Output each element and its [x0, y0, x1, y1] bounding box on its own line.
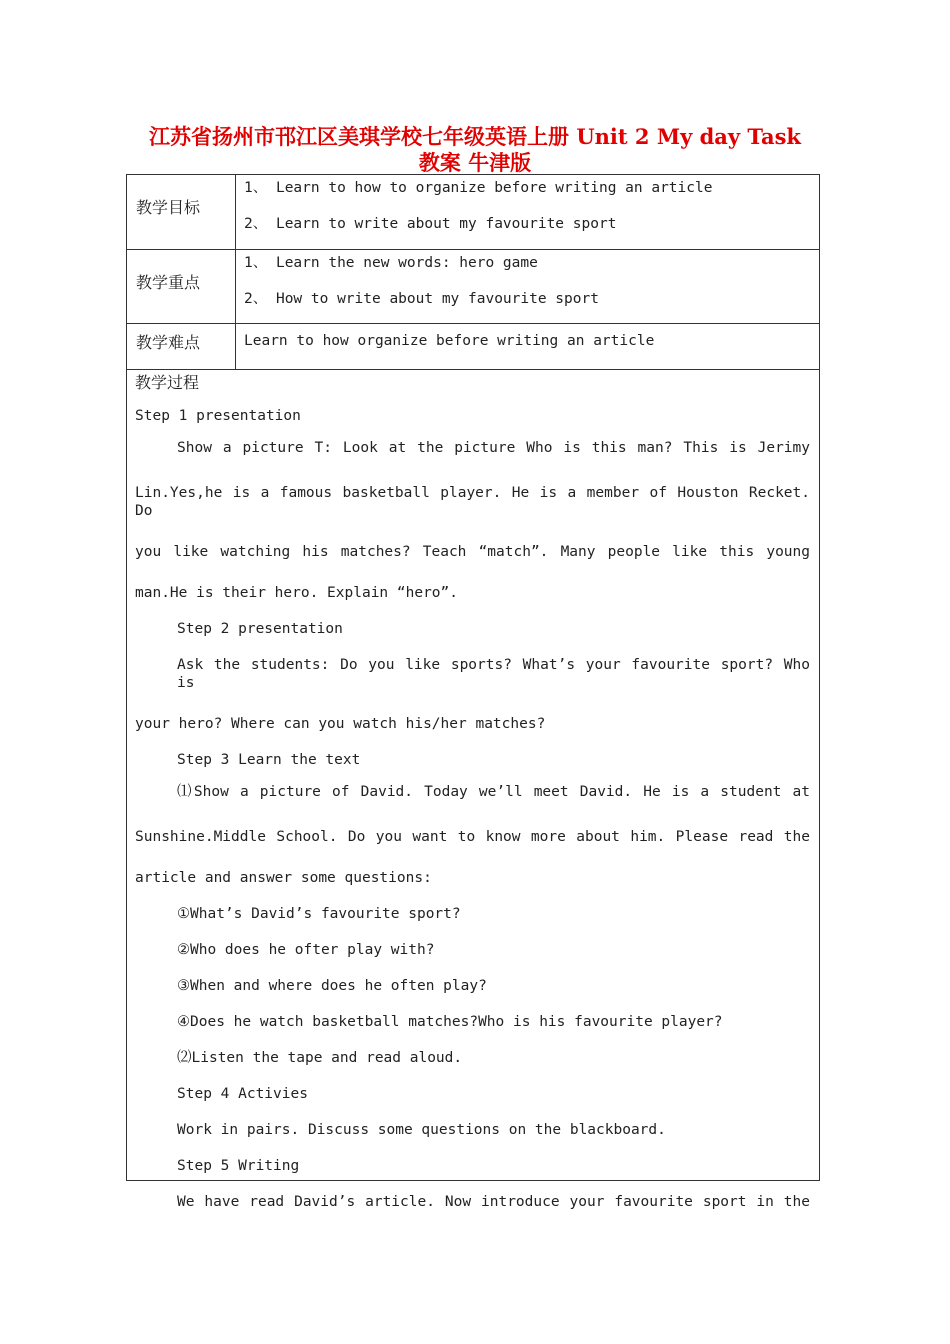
step-1-line-2: Lin.Yes,he is a famous basketball player. He is a member of Houston Recket. Do — [135, 485, 810, 519]
question-2: ②Who does he ofter play with? — [177, 942, 435, 958]
step-5-heading: Step 5 Writing — [177, 1158, 300, 1174]
step-4-line-1: Work in pairs. Discuss some questions on the blackboard. — [177, 1122, 666, 1138]
question-4: ④Does he watch basketball matches?Who is his favourite player? — [177, 1014, 723, 1030]
difficulties-label: 教学难点 — [136, 333, 201, 352]
key-points-row — [127, 250, 820, 324]
step-3-line-3: article and answer some questions: — [135, 870, 432, 886]
step-2-line-1: Ask the students: Do you like sports? What’s your favourite sport? Who is — [177, 657, 810, 691]
title-line-2: 教案 牛津版 — [418, 150, 532, 175]
step-1-heading: Step 1 presentation — [135, 408, 301, 424]
key-points-content-cell — [236, 250, 820, 324]
difficulties-row — [127, 324, 820, 370]
question-3: ③When and where does he often play? — [177, 978, 487, 994]
lesson-plan-table — [126, 174, 820, 1210]
step-3-line-4: ⑵Listen the tape and read aloud. — [177, 1050, 463, 1066]
difficulties-content-cell — [236, 324, 820, 370]
process-row — [127, 370, 820, 1181]
key-point-item-1: 1、 Learn the new words: hero game — [244, 255, 538, 271]
key-point-item-2: 2、 How to write about my favourite sport — [244, 291, 599, 307]
document-title — [120, 124, 830, 176]
objective-item-1: 1、 Learn to how to organize before writing an article — [244, 180, 713, 196]
step-2-heading: Step 2 presentation — [177, 621, 343, 637]
title-line-1: 江苏省扬州市邗江区美琪学校七年级英语上册 Unit 2 My day Task — [149, 124, 801, 149]
step-1-line-3: you like watching his matches? Teach “match”. Many people like this young — [135, 544, 810, 560]
step-3-line-2: Sunshine.Middle School. Do you want to know more about him. Please read the — [135, 829, 810, 845]
objective-item-2: 2、 Learn to write about my favourite sport — [244, 216, 617, 232]
step-5-line-1: We have read David’s article. Now introduce your favourite sport in the — [177, 1194, 810, 1210]
objectives-content-cell — [236, 175, 820, 250]
difficulties-label-cell — [127, 324, 236, 370]
process-label: 教学过程 — [135, 373, 200, 392]
process-cell — [127, 370, 820, 1210]
question-1: ①What’s David’s favourite sport? — [177, 906, 461, 922]
step-1-line-1: Show a picture T: Look at the picture Who is this man? This is Jerimy — [177, 440, 810, 456]
objectives-row — [127, 175, 820, 250]
key-points-label: 教学重点 — [136, 273, 201, 292]
difficulties-text: Learn to how organize before writing an article — [244, 333, 655, 349]
step-3-heading: Step 3 Learn the text — [177, 752, 361, 768]
step-4-heading: Step 4 Activies — [177, 1086, 308, 1102]
step-1-line-4: man.He is their hero. Explain “hero”. — [135, 585, 459, 601]
process-content — [127, 373, 819, 1210]
key-points-label-cell — [127, 250, 236, 324]
step-2-line-2: your hero? Where can you watch his/her matches? — [135, 716, 546, 732]
objectives-label: 教学目标 — [136, 198, 201, 217]
objectives-label-cell — [127, 175, 236, 250]
step-3-line-1: ⑴Show a picture of David. Today we’ll meet David. He is a student at — [177, 784, 810, 800]
